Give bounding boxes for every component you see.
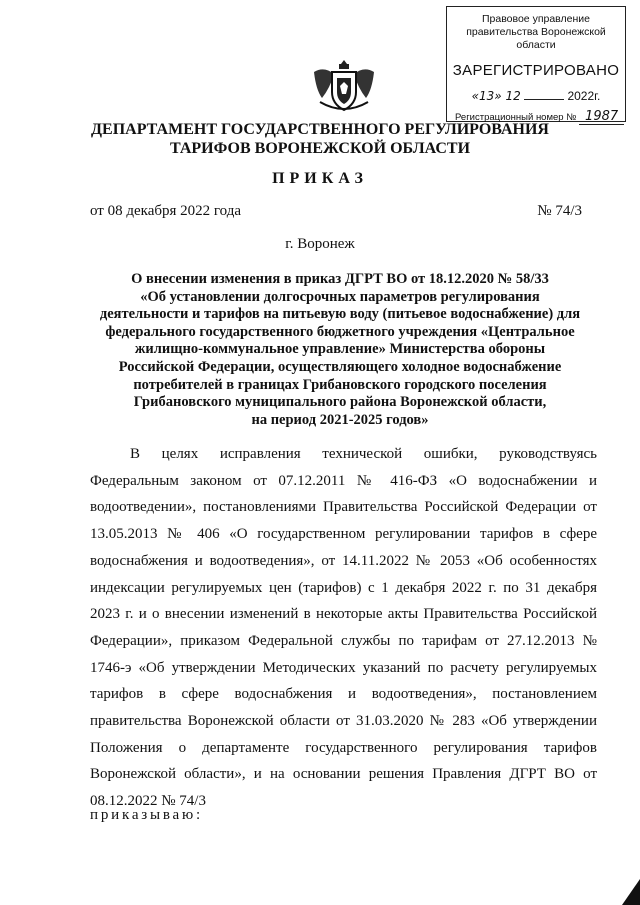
heading-line: жилищно-коммунальное управление» Министерства обороны: [134, 341, 546, 358]
heading-line: О внесении изменения в приказ ДГРТ ВО от 18.12.2020 № 58/33: [131, 271, 549, 287]
heading-line: деятельности и тарифов на питьевую воду (питьевое водоснабжение) для: [99, 306, 581, 323]
document-number: № 74/3: [537, 203, 582, 219]
heading-line: «Об установлении долгосрочных параметров регулирования: [140, 288, 540, 305]
department-name: [0, 120, 640, 158]
scan-corner: [622, 879, 640, 905]
stamp-year: 2022г.: [567, 89, 601, 103]
document-type: ПРИКАЗ: [272, 170, 368, 187]
order-word: приказываю:: [90, 807, 203, 823]
heading-line: федерального государственного бюджетного учреждения «Центральное: [105, 323, 575, 340]
stamp-date-row: [447, 89, 625, 105]
heading-line: Грибановского муниципального района Воронежской области,: [133, 394, 547, 411]
heading-line: потребителей в границах Грибановского городского поселения: [133, 376, 547, 393]
stamp-organization: Правовое управление правительства Воронежской области: [466, 13, 606, 51]
stamp-status: ЗАРЕГИСТРИРОВАНО: [452, 62, 620, 79]
stamp-number-handwritten: 1987: [579, 109, 624, 125]
date-line: [90, 203, 582, 220]
document-date: от 08 декабря 2022 года: [90, 203, 242, 219]
city: г. Воронеж: [285, 236, 355, 252]
department-line-2: ТАРИФОВ ВОРОНЕЖСКОЙ ОБЛАСТИ: [169, 140, 471, 157]
coat-of-arms-icon: [310, 58, 378, 114]
document-heading: [86, 271, 594, 429]
heading-line: Российской Федерации, осуществляющего холодное водоснабжение: [118, 358, 562, 375]
registration-stamp: [446, 6, 626, 122]
stamp-number-label: Регистрационный номер №: [455, 112, 577, 123]
department-line-1: ДЕПАРТАМЕНТ ГОСУДАРСТВЕННОГО РЕГУЛИРОВАНИЯ: [91, 121, 549, 138]
body-paragraph: В целях исправления технической ошибки, руководствуясь Федеральным законом от 07.12.2011 № 416-ФЗ «О водоснабжении и водоотведении», постановлениями Правительства Российской Федерации от 13.05.2013 № 406 «О государственном регулировании тарифов в сфере водоснабжения и водоотведения», от 14.11.2022 № 2053 «Об особенностях индексации регулируемых цен (тарифов) с 1 декабря 2022 г. по 31 декабря 2023 г. и о внесении изменений в некоторые акты Правительства Российской Федерации», приказом Федеральной службы по тарифам от 27.12.2013 № 1746-э «Об утверждении Методических указаний по расчету регулируемых тарифов в сфере водоснабжения и водоотведения», постановлением правительства Воронежской области от 31.03.2020 № 283 «Об утверждении Положения о департаменте государственного регулирования тарифов Воронежской области», и на основании решения Правления ДГРТ ВО от 08.12.2022 № 74/3: [90, 446, 597, 810]
heading-line: на период 2021-2025 годов»: [251, 411, 429, 428]
stamp-date-handwritten: «13» 12: [471, 89, 521, 103]
